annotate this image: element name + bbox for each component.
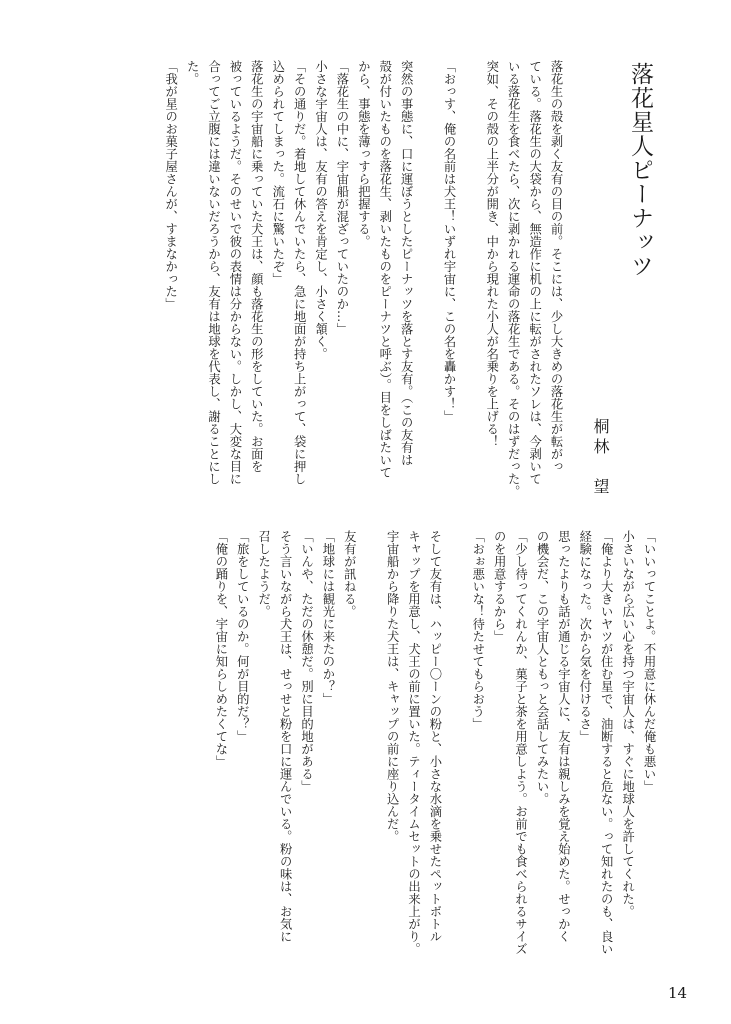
text-line: 友有が訊ねる。 bbox=[342, 530, 357, 618]
text-line: 込められてしまった。流石に驚いたぞ」 bbox=[270, 60, 285, 285]
text-line: 「我が星のお菓子屋さんが、すまなかった」 bbox=[163, 60, 178, 310]
text-line: の機会だ、この宇宙人ともっと会話してみたい。 bbox=[534, 530, 549, 805]
blank-line bbox=[459, 60, 480, 510]
text-line: た。 bbox=[185, 60, 200, 85]
text-line: 小さいながら広い心を持つ宇宙人は、すぐに地球人を許してくれた。 bbox=[620, 530, 635, 918]
text-line: 殻が付いたものを落花生、剥いたものをピーナツと呼ぶ）。目をしばたいて bbox=[377, 60, 392, 479]
page-number: 14 bbox=[668, 984, 688, 1002]
text-line: 「落花生の中に、宇宙船が混ざっていたのか…」 bbox=[334, 60, 349, 335]
upper-text-block bbox=[159, 60, 566, 510]
text-line: 小さな宇宙人は、友有の答えを肯定し、小さく頷く。 bbox=[313, 60, 328, 360]
text-line: そして友有は、ハッピー〇ーンの粉と、小さな水滴を乗せたペットボトル bbox=[427, 530, 442, 943]
text-line: 「旅をしているのか。何が目的だ？」 bbox=[235, 530, 250, 743]
text-line: 思ったよりも話が通じる宇宙人に、友有は親しみを覚え始めた。せっかく bbox=[556, 530, 571, 943]
text-line: 落花生の殻を剥く友有の目の前。そこには、少し大きめの落花生が転がっ bbox=[549, 60, 563, 473]
text-line: 被っているようだ。そのせいで彼の表情は分からない。しかし、大変な目に bbox=[227, 60, 242, 485]
text-line: キャップを用意し、犬王の前に置いた。ティータイムセットの出来上がり。 bbox=[406, 530, 421, 955]
text-line: 「地球には観光に来たのか？」 bbox=[320, 530, 335, 705]
story-title: 落花星人ピーナッツ bbox=[627, 62, 653, 278]
text-line: そう言いながら犬王は、せっせと粉を口に運んでいる。粉の味は、お気に bbox=[278, 530, 293, 943]
text-line: 落花生の宇宙船に乗っていた犬王は、顔も落花生の形をしていた。お面を bbox=[249, 60, 264, 473]
text-line: 「俺より大きいヤツが住む星で、油断すると危ない。って知れたのも、良い bbox=[599, 530, 614, 955]
author-name: 桐林 望 bbox=[591, 418, 610, 498]
blank-line bbox=[416, 60, 437, 510]
text-line: ている。落花生の大袋から、無造作に机の上に転がされたソレは、今剥いて bbox=[527, 60, 542, 485]
text-line: 「いいってことよ。不用意に休んだ俺も悪い」 bbox=[642, 530, 656, 793]
text-line: 「おっす、俺の名前は犬王！いずれ宇宙に、この名を轟かす！」 bbox=[441, 60, 456, 423]
text-line: 「その通りだ。着地して休んでいたら、急に地面が持ち上がって、袋に押し bbox=[292, 60, 307, 485]
text-line: 突然の事態に、口に運ぼうとしたピーナッツを落とす友有。（この友有は bbox=[399, 60, 414, 467]
text-line: 召したようだ。 bbox=[256, 530, 271, 618]
text-line: 「少し待ってくれんか、菓子と茶を用意しよう。お前でも食べられるサイズ bbox=[513, 530, 528, 955]
text-line: いる落花生を食べたら、次に剥かれる運命の落花生である。そのはずだった。 bbox=[506, 60, 521, 498]
text-line: 「おぉ悪いな！待たせてもらおう」 bbox=[470, 530, 485, 730]
blank-line bbox=[445, 530, 466, 980]
text-line: 「いんや、ただの休憩だ。別に目的地がある」 bbox=[299, 530, 314, 793]
text-line: から、事態を薄っすら把握する。 bbox=[356, 60, 371, 248]
blank-line bbox=[359, 530, 380, 980]
text-line: 突如、その殻の上半分が開き、中から現れた小人が名乗りを上げる！ bbox=[484, 60, 499, 448]
text-line: 宇宙船から降りた犬王は、キャップの前に座り込んだ。 bbox=[385, 530, 400, 843]
text-line: 「俺の踊りを、宇宙に知らしめたくてな」 bbox=[213, 530, 228, 768]
text-line: のを用意するから」 bbox=[492, 530, 507, 643]
text-line: 経験になった。次から気を付けるさ」 bbox=[577, 530, 592, 743]
text-line: 合ってご立腹には違いないだろうから、友有は地球を代表し、謝ることにし bbox=[206, 60, 221, 485]
lower-text-block bbox=[209, 530, 659, 980]
